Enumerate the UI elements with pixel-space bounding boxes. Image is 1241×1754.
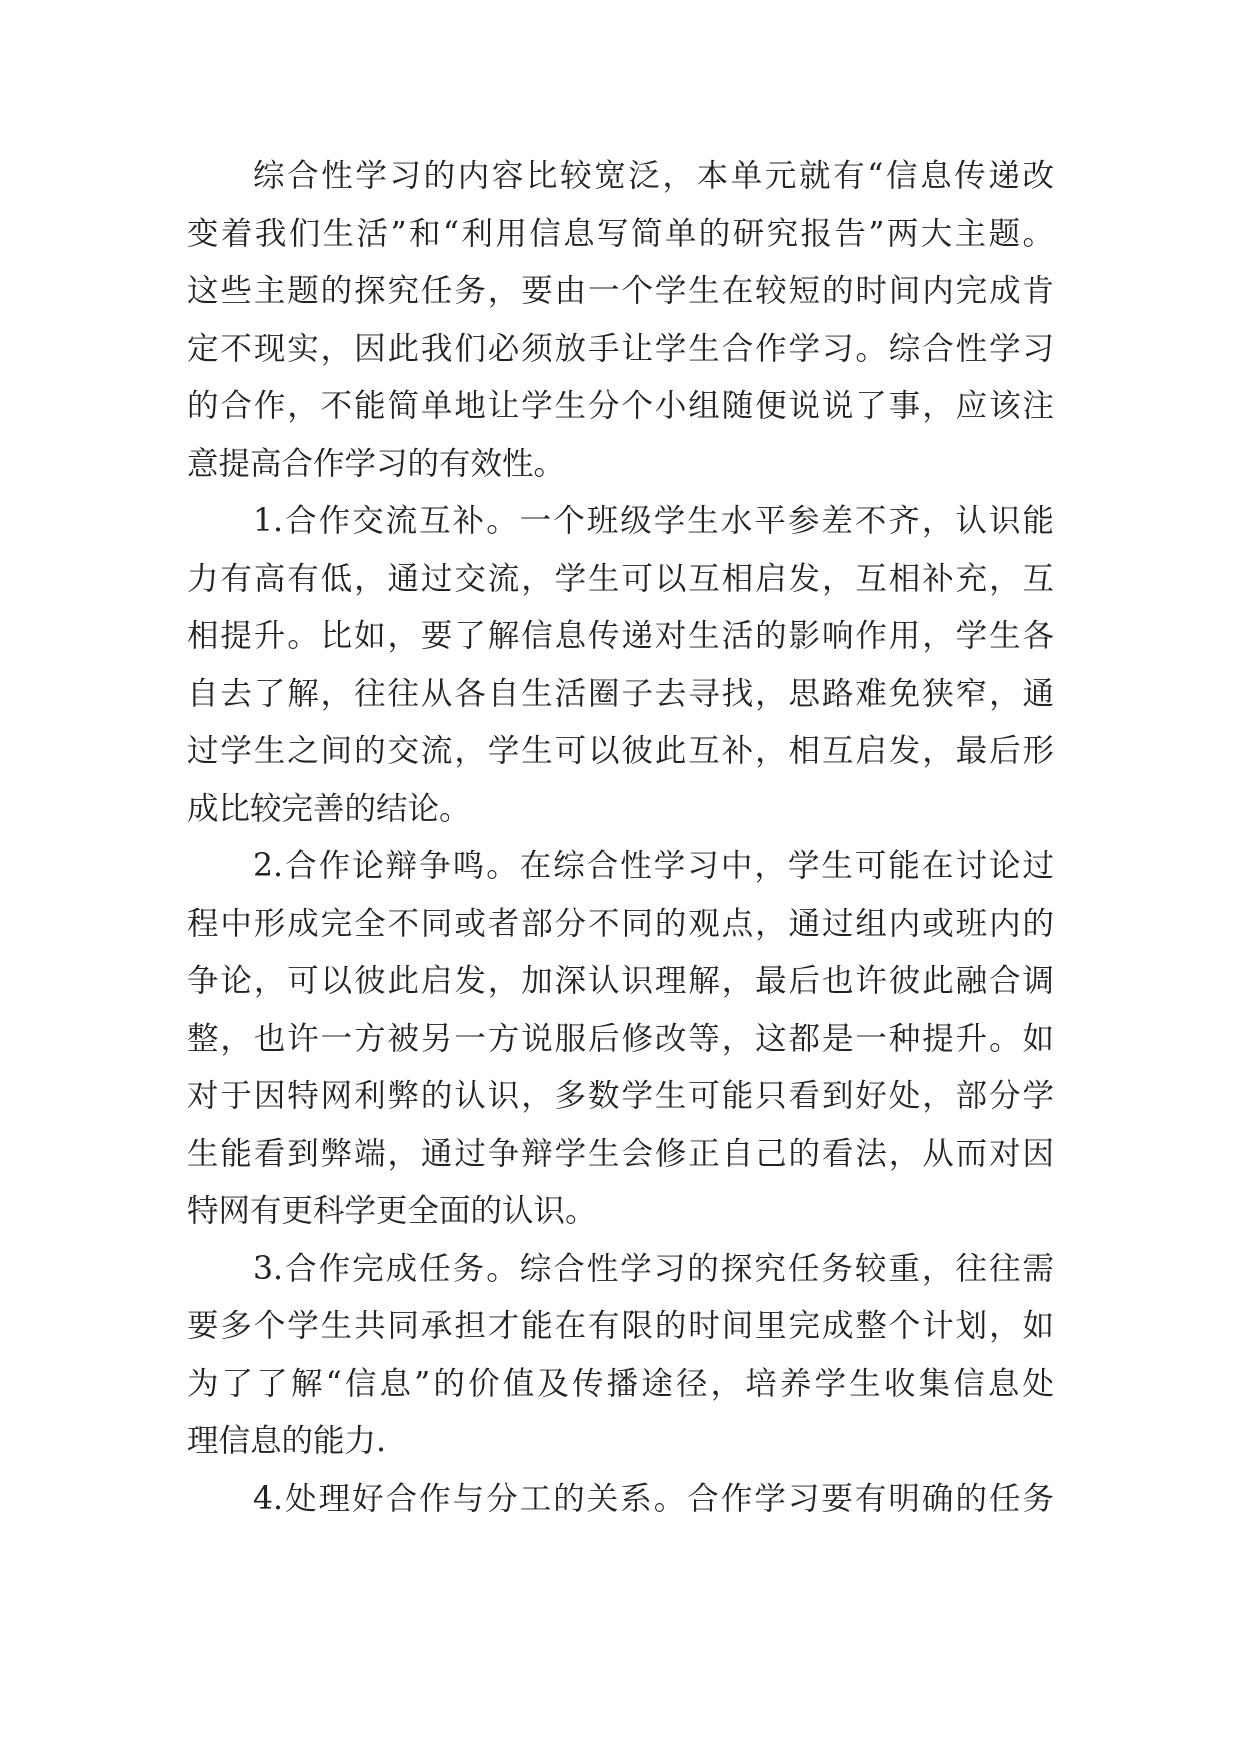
text-line: 2.合作论辩争鸣。在综合性学习中，学生可能在讨论过 (253, 848, 1054, 884)
text-line: 4.处理好合作与分工的关系。合作学习要有明确的任务 (253, 1480, 1054, 1517)
text-line: 特网有更科学更全面的认识。 (187, 1193, 597, 1229)
text-line: 生能看到弊端，通过争辩学生会修正自己的看法，从而对因 (187, 1135, 1054, 1172)
text-line: 1.合作交流互补。一个班级学生水平参差不齐，认识能 (253, 503, 1054, 539)
text-line: 对于因特网利弊的认识，多数学生可能只看到好处，部分学 (187, 1078, 1054, 1114)
text-line: 定不现实，因此我们必须放手让学生合作学习。综合性学习 (187, 330, 1054, 367)
paragraph-point-3 (187, 1241, 1054, 1471)
text-line: 争论，可以彼此启发，加深认识理解，最后也许彼此融合调 (187, 963, 1054, 999)
text-line: 成比较完善的结论。 (187, 790, 471, 827)
text-line: 变着我们生活”和“利用信息写简单的研究报告”两大主题。 (187, 215, 1054, 252)
paragraph-point-1 (187, 493, 1054, 838)
text-line: 为了了解“信息”的价值及传播途径，培养学生收集信息处 (187, 1365, 1054, 1402)
text-line: 相提升。比如，要了解信息传递对生活的影响作用，学生各 (187, 618, 1054, 654)
text-line: 理信息的能力. (187, 1423, 387, 1459)
text-line: 要多个学生共同承担才能在有限的时间里完成整个计划，如 (187, 1308, 1054, 1344)
document-body (187, 148, 1054, 1528)
text-line: 力有高有低，通过交流，学生可以互相启发，互相补充，互 (187, 560, 1054, 597)
text-line: 的合作，不能简单地让学生分个小组随便说说了事，应该注 (187, 388, 1054, 424)
text-line: 综合性学习的内容比较宽泛，本单元就有“信息传递改 (253, 158, 1054, 194)
text-line: 整，也许一方被另一方说服后修改等，这都是一种提升。如 (187, 1020, 1054, 1057)
text-line: 意提高合作学习的有效性。 (187, 445, 566, 482)
text-line: 过学生之间的交流，学生可以彼此互补，相互启发，最后形 (187, 733, 1054, 769)
text-line: 3.合作完成任务。综合性学习的探究任务较重，往往需 (253, 1250, 1054, 1287)
paragraph-point-4 (187, 1471, 1054, 1529)
paragraph-point-2 (187, 838, 1054, 1241)
text-line: 程中形成完全不同或者部分不同的观点，通过组内或班内的 (187, 905, 1054, 942)
paragraph-intro (187, 148, 1054, 493)
text-line: 这些主题的探究任务，要由一个学生在较短的时间内完成肯 (187, 273, 1054, 309)
text-line: 自去了解，往往从各自生活圈子去寻找，思路难免狭窄，通 (187, 675, 1054, 712)
